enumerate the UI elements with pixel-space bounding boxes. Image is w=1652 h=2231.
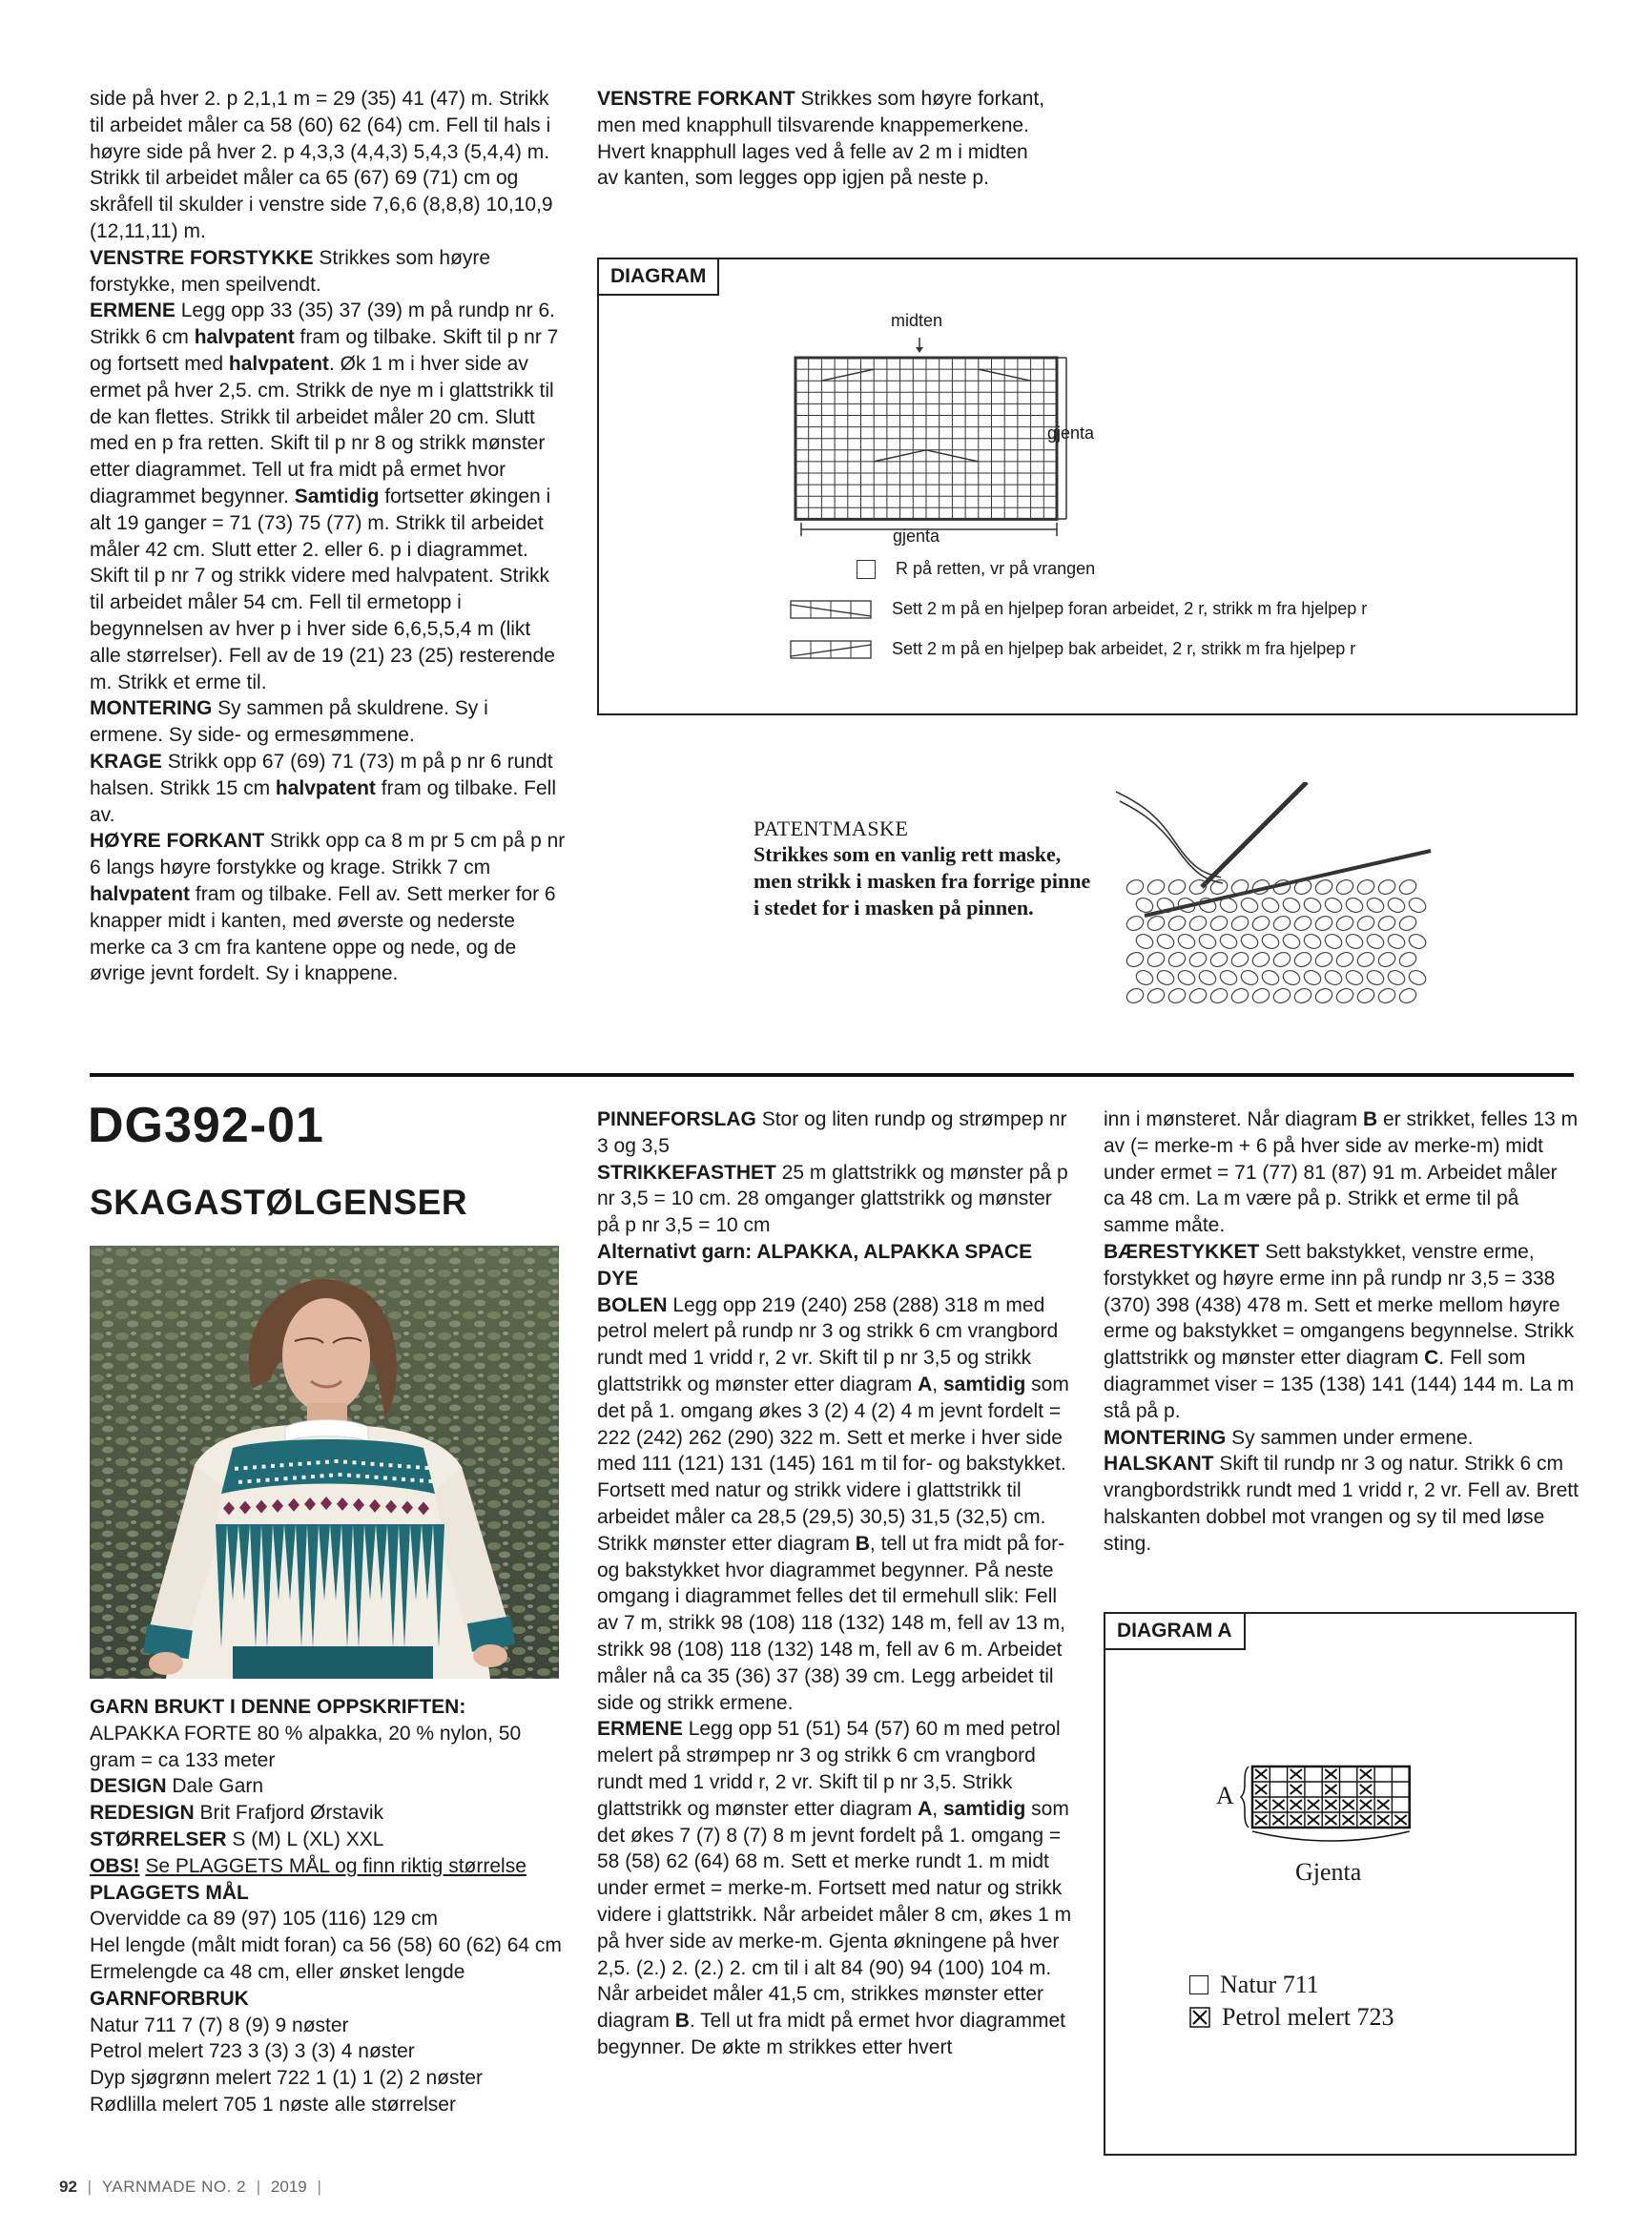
yarn-info-block [90, 1694, 567, 2118]
paragraph [90, 749, 567, 828]
patentmaske-line: i stedet for i masken på pinnen. [754, 896, 1034, 919]
top-left-column [90, 86, 567, 987]
paragraph [90, 2038, 567, 2065]
paragraph-text: inn i mønsteret. Når diagram [1104, 1108, 1363, 1130]
paragraph-text: Overvidde ca 89 (97) 105 (116) 129 cm [90, 1908, 438, 1931]
paragraph-text: fram og tilbake. Fell av. [90, 776, 557, 826]
patentmaske-line: men strikk i masken fra forrige pinne [754, 869, 1091, 893]
paragraph [90, 86, 567, 245]
cable-front-icon [790, 599, 872, 620]
paragraph [90, 695, 567, 749]
paragraph-lead: HØYRE FORKANT [90, 830, 265, 853]
paragraph-lead: STRIKKEFASTHET [597, 1161, 776, 1184]
cable-back-icon [790, 639, 872, 660]
diagram-a-label: DIAGRAM A [1105, 1614, 1246, 1650]
paragraph [90, 1800, 567, 1827]
x-square-icon [1189, 2007, 1210, 2028]
paragraph [597, 1160, 1072, 1239]
paragraph [597, 1292, 1072, 1717]
emphasis: A [918, 1797, 933, 1820]
paragraph-text: Rødlilla melert 705 1 nøste alle størrelser [90, 2093, 456, 2116]
paragraph [90, 1694, 567, 1721]
diagram-top-box [597, 258, 1578, 715]
legend-row-cable-back [790, 639, 1553, 660]
footer [59, 2178, 327, 2197]
empty-square-icon [1189, 1975, 1208, 1994]
paragraph [90, 2013, 567, 2039]
paragraph-text: som det økes 7 (7) 8 (7) 8 m jevnt fordelt på 1. omgang = 58 (58) 62 (64) 68 m. Sett et merke rundt 1. m midt under ermet = merke-m. Fortsett med natur og strikk videre i glattstrikk. Når arbeidet måler 8 cm, økes 1 m på hver side av merke-m. Gjenta økningene på hver 2,5. (2.) 2. (2.) 2. cm til i alt 84 (90) 94 (100) 104 m. Når arbeidet måler 41,5 cm, strikkes mønster etter diagram [597, 1797, 1072, 2033]
paragraph-text: som det på 1. omgang økes 3 (2) 4 (2) 4 m jevnt fordelt = 222 (242) 262 (290) 322 m. Sett et merke i hver side med 111 (121) 131 (145) 161 m til for- og bakstykket. Fortsett med natur og strikk videre i glattstrikk til arbeidet måler ca 28,5 (29,5) 30,5) 31,5 (32,5) cm. Strikk mønster etter diagram [597, 1373, 1069, 1555]
paragraph [90, 1880, 567, 1907]
right-column [1104, 1106, 1580, 1558]
paragraph [90, 1721, 567, 1774]
paragraph-text: Petrol melert 723 3 (3) 3 (3) 4 nøster [90, 2040, 415, 2063]
paragraph-text: , [932, 1797, 943, 1820]
middle-column [597, 1106, 1072, 2061]
section-divider [90, 1073, 1574, 1077]
emphasis: samtidig [942, 1797, 1026, 1820]
paragraph-text: Strikkes som høyre forstykke, men speilvendt. [90, 246, 491, 296]
paragraph-lead: MONTERING [1104, 1426, 1227, 1449]
footer-separator: | [317, 2178, 321, 2196]
paragraph-text: , tell ut fra midt på for- og bakstykket hvor diagrammet begynner. På neste omgang i diagrammet felles det til ermehull slik: Fell av 7 m, strikk 98 (108) 118 (132) 148 m, fell av 13 m, strikk 98 (108) 118 (132) 148 m, fell av 6 m. Arbeidet måler nå ca 35 (36) 37 (38) 39 cm. Legg arbeidet til side og strikk ermene. [597, 1532, 1065, 1714]
paragraph-text: Legg opp 219 (240) 258 (288) 318 m med petrol melert på rundp nr 3 og strikk 6 cm vrangbord rundt med 1 vridd r, 2 vr. Skift til p nr 3,5 og strikk glattstrikk og mønster etter diagram [597, 1293, 1059, 1395]
legend-text: Natur 711 [1220, 1971, 1319, 1998]
paragraph [1104, 1106, 1580, 1239]
paragraph-lead: Alternativt garn: ALPAKKA, ALPAKKA SPACE DYE [597, 1240, 1033, 1290]
pattern-title: SKAGASTØLGENSER [90, 1183, 468, 1222]
paragraph-text: side på hver 2. p 2,1,1 m = 29 (35) 41 (47) m. Strikk til arbeidet måler ca 58 (60) 62 (64) cm. Fell til hals i høyre side på hver 2. p 4,3,3 (4,4,3) 5,4,3 (5,4,4) m. Strikk til arbeidet måler ca 65 (67) 69 (71) cm og skråfell til skulder i venstre side 7,6,6 (8,8,8) 10,10,9 (12,11,11) m. [90, 88, 553, 242]
paragraph-text: . Fell som diagrammet viser = 135 (138) 141 (144) 144 m. La m stå på p. [1104, 1347, 1575, 1422]
paragraph-text: fram og tilbake. Fell av. Sett merker for 6 knapper midt i kanten, med øverste og nederste merke ca 3 cm fra kantene oppe og nede, og de øvrige jevnt fordelt. Sy i knappene. [90, 882, 556, 985]
paragraph-text: S (M) L (XL) XXL [232, 1828, 384, 1850]
paragraph-text: Dale Garn [172, 1775, 264, 1798]
venstre-forkant-section [597, 86, 1045, 192]
emphasis: B [1362, 1108, 1378, 1130]
legend-petrol [1189, 2003, 1394, 2032]
paragraph-text: Legg opp 33 (35) 37 (39) m på rundp nr 6. Strikk 6 cm [90, 300, 555, 349]
paragraph [90, 245, 567, 299]
paragraph-text: Ermelengde ca 48 cm, eller ønsket lengde [90, 1960, 465, 1983]
paragraph-text: Sy sammen på skuldrene. Sy i ermene. Sy side- og ermesømmene. [90, 697, 488, 747]
emphasis: B [674, 2010, 690, 2033]
legend-row-cable-front [790, 599, 1553, 620]
paragraph [90, 1959, 567, 1986]
paragraph [597, 1239, 1072, 1292]
pattern-code: DG392-01 [88, 1098, 324, 1153]
gjenta-right-label: gjenta [1047, 423, 1095, 443]
paragraph-text: Legg opp 51 (51) 54 (57) 60 m med petrol melert på strømpep nr 3 og strikk 6 cm vrangbord rundt med 1 vridd r, 2 vr. Skift til p nr 3,5. Strikk glattstrikk og mønster etter diagram [597, 1718, 1061, 1820]
sweater-photo [90, 1246, 559, 1679]
paragraph-lead: PINNEFORSLAG [597, 1108, 756, 1130]
paragraph-lead: BOLEN [597, 1293, 668, 1316]
emphasis: halvpatent [194, 326, 295, 349]
cable-grid [795, 358, 1057, 519]
paragraph-text: 25 m glattstrikk og mønster på p nr 3,5 = 10 cm. 28 omganger glattstrikk og mønster på p nr 3,5 = 10 cm [597, 1161, 1068, 1237]
paragraph-text: Stor og liten rundp og strømpep nr 3 og 3,5 [597, 1108, 1067, 1157]
patentmaske-line: Strikkes som en vanlig rett maske, [754, 842, 1062, 866]
paragraph [90, 1986, 567, 2013]
publication-year: 2019 [270, 2178, 307, 2196]
paragraph-lead: GARNFORBRUK [90, 1987, 249, 2010]
paragraph [90, 298, 567, 695]
paragraph-text: Strikk opp 67 (69) 71 (73) m på p nr 6 rundt halsen. Strikk 15 cm [90, 750, 553, 799]
paragraph [1104, 1239, 1580, 1425]
paragraph-lead: VENSTRE FORSTYKKE [90, 246, 314, 269]
paragraph-lead: ERMENE [90, 300, 176, 322]
paragraph-text: . Tell ut fra midt på ermet hvor diagrammet begynner. De økte m strikkes etter hvert [597, 2010, 1065, 2058]
paragraph-lead: KRAGE [90, 750, 162, 773]
paragraph-text: fram og tilbake. Skift til p nr 7 og fortsett med [90, 326, 559, 375]
paragraph-text: ALPAKKA FORTE 80 % alpakka, 20 % nylon, 50 gram = ca 133 meter [90, 1722, 522, 1771]
emphasis: halvpatent [90, 882, 191, 905]
diagram-a-chart [1239, 1757, 1430, 1852]
section-lead: VENSTRE FORKANT [597, 88, 795, 110]
emphasis: C [1424, 1347, 1439, 1370]
emphasis: B [855, 1532, 870, 1555]
publication-name: YARNMADE NO. 2 [101, 2178, 247, 2196]
paragraph [1104, 1425, 1580, 1452]
paragraph-text: Natur 711 7 (7) 8 (9) 9 nøster [90, 2014, 349, 2036]
paragraph-text: Sett bakstykket, venstre erme, forstykket og høyre erme inn på rundp nr 3,5 = 338 (370) 398 (438) 478 m. Sett et merke mellom høyre erme og bakstykket = omgangens begynnelse. Strikk glattstrikk og mønster etter diagram [1104, 1240, 1575, 1370]
sweater-illustration [90, 1246, 559, 1679]
paragraph [90, 1853, 567, 1880]
emphasis: halvpatent [228, 352, 329, 375]
emphasis: Samtidig [294, 485, 380, 507]
paragraph-text: Sy sammen under ermene. [1231, 1426, 1474, 1449]
legend-text: R på retten, vr på vrangen [896, 559, 1096, 578]
legend-text: Sett 2 m på en hjelpep foran arbeidet, 2 r, strikk m fra hjelpep r [892, 599, 1368, 618]
paragraph-lead: PLAGGETS MÅL [90, 1881, 249, 1904]
legend-text: Sett 2 m på en hjelpep bak arbeidet, 2 r, strikk m fra hjelpep r [892, 639, 1356, 658]
midten-label: midten [891, 311, 943, 330]
paragraph-lead: REDESIGN [90, 1802, 195, 1825]
paragraph-text: Hel lengde (målt midt foran) ca 56 (58) 60 (62) 64 cm [90, 1934, 562, 1957]
patentmaske-text [754, 816, 1135, 921]
paragraph [90, 828, 567, 987]
row-label-a: A [1216, 1782, 1234, 1809]
legend-text: Petrol melert 723 [1222, 2003, 1394, 2031]
paragraph-lead: HALSKANT [1104, 1453, 1214, 1476]
patentmaske-title: PATENTMASKE [754, 816, 909, 840]
paragraph-lead: DESIGN [90, 1775, 167, 1798]
paragraph-text: er strikket, felles 13 m av (= merke-m + 6 på hver side av merke-m) midt under ermet = 71 (77) 81 (87) 91 m. Arbeidet måler ca 48 cm. La m være på p. Strikk et erme til på samme måte. [1104, 1108, 1579, 1237]
paragraph [90, 1906, 567, 1932]
paragraph-text: Dyp sjøgrønn melert 722 1 (1) 1 (2) 2 nøster [90, 2067, 483, 2090]
knitting-illustration [1116, 782, 1445, 1016]
emphasis: A [918, 1373, 933, 1395]
paragraph [1104, 1451, 1580, 1557]
paragraph [90, 1932, 567, 1959]
paragraph-text: . Øk 1 m i hver side av ermet på hver 2,5. cm. Strikk de nye m i glattstrikk til de kan flettes. Strikk til arbeidet måler 20 cm. Slutt med en p fra retten. Skift til p nr 8 og strikk mønster etter diagrammet. Tell ut fra midt på ermet hvor diagrammet begynner. [90, 352, 554, 507]
legend-natur [1189, 1971, 1319, 1999]
gjenta-label: Gjenta [1295, 1858, 1362, 1886]
paragraph-lead: OBS! [90, 1854, 140, 1877]
paragraph-lead: BÆRESTYKKET [1104, 1240, 1260, 1263]
diagram-a-box [1104, 1612, 1577, 2156]
paragraph [90, 1827, 567, 1853]
legend-row-knit [857, 559, 1543, 579]
paragraph-text: Skift til rundp nr 3 og natur. Strikk 6 cm vrangbordstrikk rundt med 1 vridd r, 2 vr. Fell av. Brett halskanten dobbel mot vrangen og sy til med løse sting. [1104, 1453, 1579, 1555]
paragraph [90, 2092, 567, 2118]
paragraph-lead: STØRRELSER [90, 1828, 227, 1850]
paragraph [597, 1106, 1072, 1160]
paragraph [90, 1773, 567, 1800]
gjenta-bottom-label: gjenta [893, 527, 940, 546]
footer-separator: | [87, 2178, 93, 2196]
page-number: 92 [59, 2178, 77, 2196]
paragraph-text: , [932, 1373, 943, 1395]
paragraph-text: Brit Frafjord Ørstavik [199, 1802, 384, 1825]
section-text: Strikkes som høyre forkant, men med knapphull tilsvarende knappemerkene. Hvert knapphull lages ved å felle av 2 m i midten av kanten, som legges opp igjen på neste p. [597, 88, 1045, 190]
emphasis: halvpatent [275, 776, 376, 799]
paragraph-text: fortsetter økingen i alt 19 ganger = 71 (73) 75 (77) m. Strikk til arbeidet måler 42 cm. Slutt etter 2. eller 6. p i diagrammet. Skift til p nr 7 og strikk videre med halvpatent. Strikk til arbeidet måler 54 cm. Fell til ermetopp i begynnelsen av hver p i hver side 6,6,5,5,4 m (likt alle størrelser). Fell av de 19 (21) 23 (25) resterende m. Strikk et erme til. [90, 485, 555, 693]
paragraph-text: Strikk opp ca 8 m pr 5 cm på p nr 6 langs høyre forstykke og krage. Strikk 7 cm [90, 830, 566, 879]
paragraph-lead: GARN BRUKT I DENNE OPPSKRIFTEN: [90, 1696, 466, 1718]
paragraph-lead: MONTERING [90, 697, 213, 720]
diagram-label: DIAGRAM [599, 259, 719, 296]
emphasis: samtidig [942, 1373, 1026, 1395]
footer-separator: | [256, 2178, 261, 2196]
paragraph-text: Se PLAGGETS MÅL og finn riktig størrelse [145, 1854, 527, 1877]
paragraph [597, 1716, 1072, 2060]
paragraph-lead: ERMENE [597, 1718, 683, 1741]
empty-square-icon [857, 560, 876, 579]
paragraph [90, 2065, 567, 2092]
